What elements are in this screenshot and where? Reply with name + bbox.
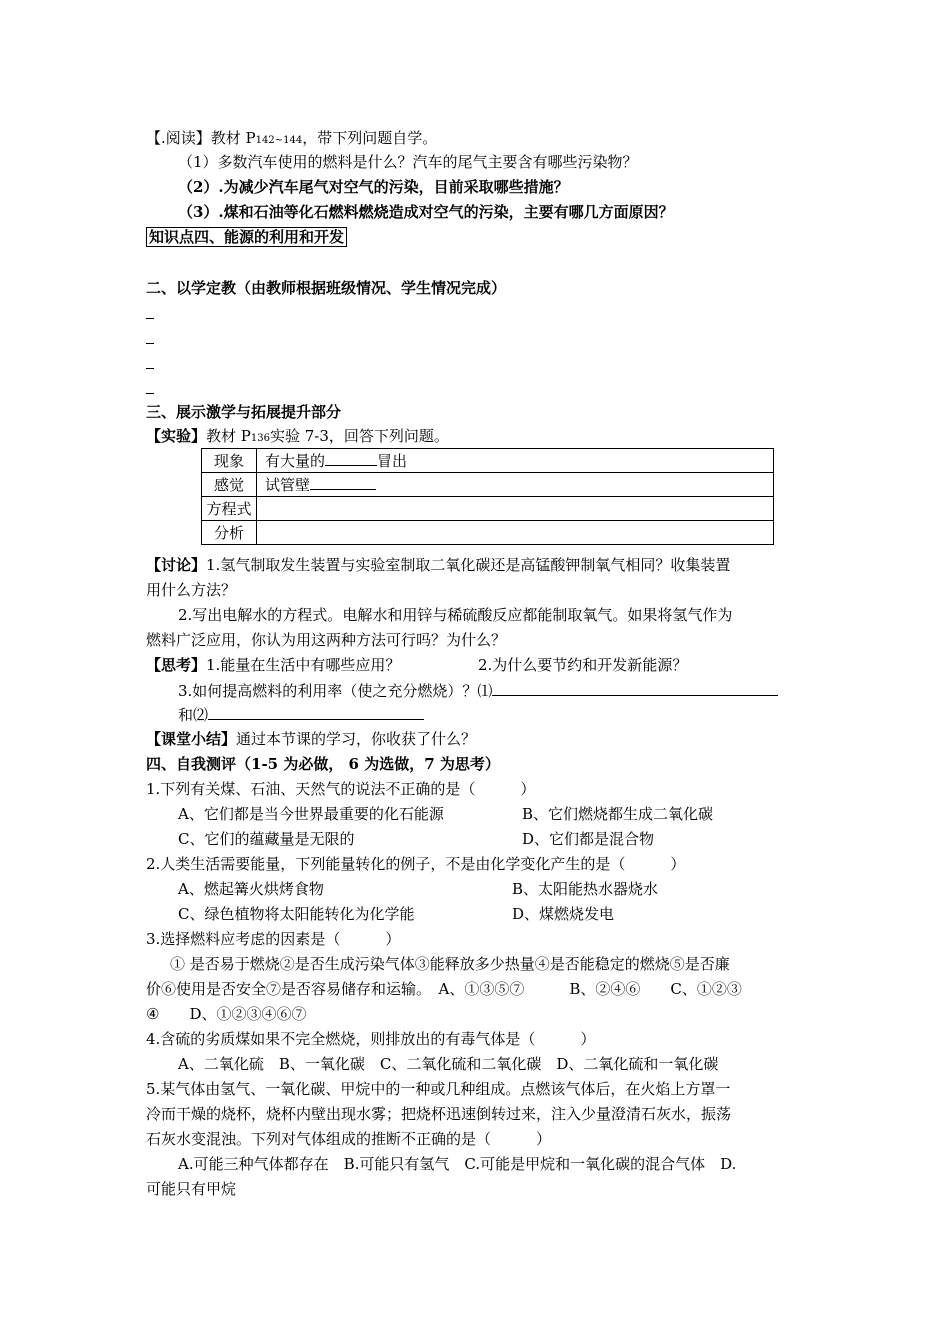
quiz-question-4: 4.含硫的劣质煤如果不完全燃烧，则排放出的有毒气体是（ ） (146, 1030, 596, 1048)
quiz-q2-option-a: A、燃起篝火烘烤食物 (178, 880, 324, 898)
row-value-feeling: 试管壁 (257, 473, 774, 497)
table-row (202, 473, 774, 497)
quiz-q3-line-1: ① 是否易于燃烧②是否生成污染气体③能释放多少热量④是否能稳定的燃烧⑤是否廉 (170, 955, 730, 973)
discuss-line-4: 燃料广泛应用，你认为用这两种方法可行吗？为什么？ (146, 631, 507, 649)
section-2-title: 二、以学定教（由教师根据班级情况、学生情况完成） (146, 279, 507, 297)
experiment-intro (146, 426, 449, 449)
row-label-feeling: 感觉 (202, 473, 257, 497)
table-row (202, 521, 774, 545)
blank-line-4 (146, 378, 154, 399)
quiz-question-3: 3.选择燃料应考虑的因素是（ ） (146, 930, 401, 948)
row-value-phenomenon: 有大量的 冒出 (257, 449, 774, 473)
quiz-q5-line-5: 可能只有甲烷 (146, 1180, 237, 1198)
quiz-q1-option-d: D、它们都是混合物 (522, 830, 655, 848)
blank-line-1 (146, 303, 154, 324)
experiment-text-a: 教材 P (206, 427, 251, 445)
row-value-analysis[interactable] (257, 521, 774, 545)
row-label-equation: 方程式 (202, 497, 257, 521)
think-question-3b: 和⑵ (178, 704, 424, 725)
reading-question-1: （1）多数汽车使用的燃料是什么？汽车的尾气主要含有哪些污染物？ (178, 153, 638, 171)
discuss-line-3: 2.写出电解水的方程式。电解水和用锌与稀硫酸反应都能制取氧气。如果将氢气作为 (178, 606, 733, 624)
quiz-q1-option-a: A、它们都是当今世界最重要的化石能源 (178, 805, 444, 823)
knowledge-point-heading (146, 227, 347, 247)
answer-blank-2[interactable] (208, 704, 424, 720)
reading-tail: ，带下列问题自学。 (302, 129, 438, 147)
quiz-q5-line-1: 5.某气体由氢气、一氧化碳、甲烷中的一种或几种组成。点燃该气体后，在火焰上方罩一 (146, 1080, 731, 1098)
row-label-analysis: 分析 (202, 521, 257, 545)
reading-question-3: （3）.煤和石油等化石燃料燃烧造成对空气的污染，主要有哪几方面原因？ (178, 203, 674, 221)
quiz-q5-line-3: 石灰水变混浊。下列对气体组成的推断不正确的是（ ） (146, 1130, 552, 1148)
reading-pages: 142~144 (255, 135, 303, 146)
think-question-2: 2.为什么要节约和开发新能源？ (478, 656, 688, 674)
quiz-q5-line-4: A.可能三种气体都存在 B.可能只有氢气 C.可能是甲烷和一氧化碳的混合气体 D. (178, 1155, 737, 1173)
quiz-q2-option-b: B、太阳能热水器烧水 (512, 880, 659, 898)
summary-line: 【课堂小结】通过本节课的学习，你收获了什么？ (146, 730, 477, 748)
quiz-q2-option-d: D、煤燃烧发电 (512, 905, 615, 923)
blank-line-2 (146, 328, 154, 349)
fill-blank-feeling[interactable] (310, 474, 376, 490)
section-4-title: 四、自我测评（1-5 为必做， 6 为选做，7 为思考） (146, 755, 500, 773)
quiz-q5-line-2: 冷而干燥的烧杯，烧杯内壁出现水雾；把烧杯迅速倒转过来，注入少量澄清石灰水，振荡 (146, 1105, 732, 1123)
experiment-lead: 【实验】 (146, 427, 207, 445)
quiz-q1-option-b: B、它们燃烧都生成二氧化碳 (522, 805, 714, 823)
reading-lead: 【.阅读】教材 P (146, 129, 256, 147)
experiment-table (201, 448, 774, 545)
table-row (202, 497, 774, 521)
knowledge-point-text: 知识点四、能源的利用和开发 (146, 227, 347, 247)
blank-line-3 (146, 353, 154, 374)
row-label-phenomenon: 现象 (202, 449, 257, 473)
section-3-title: 三、展示激学与拓展提升部分 (146, 403, 342, 421)
table-row (202, 449, 774, 473)
experiment-page: 136 (250, 433, 270, 444)
quiz-q3-line-2: 价⑥使用是否安全⑦是否容易储存和运输。 A、①③⑤⑦ B、②④⑥ C、①②③ (146, 980, 742, 998)
quiz-question-2: 2.人类生活需要能量，下列能量转化的例子，不是由化学变化产生的是（ ） (146, 855, 686, 873)
reading-intro (146, 128, 437, 151)
answer-blank-1[interactable] (492, 680, 778, 696)
quiz-q3-line-3: ④ D、①②③④⑥⑦ (146, 1005, 307, 1023)
discuss-line-1: 【讨论】1.氢气制取发生装置与实验室制取二氧化碳还是高锰酸钾制氧气相同？收集装置 (146, 556, 731, 574)
fill-blank-phenomenon[interactable] (325, 450, 377, 466)
quiz-q2-option-c: C、绿色植物将太阳能转化为化学能 (178, 905, 415, 923)
discuss-line-2: 用什么方法？ (146, 581, 237, 599)
quiz-question-1: 1.下列有关煤、石油、天然气的说法不正确的是（ ） (146, 780, 536, 798)
experiment-text-b: 实验 7-3，回答下列问题。 (269, 427, 449, 445)
think-line-1: 【思考】1.能量在生活中有哪些应用？ (146, 656, 401, 674)
quiz-q4-options: A、二氧化硫 B、一氧化碳 C、二氧化硫和二氧化碳 D、二氧化硫和一氧化碳 (178, 1055, 719, 1073)
think-question-3: 3.如何提高燃料的利用率（使之充分燃烧）？⑴ (178, 680, 778, 701)
reading-question-2: （2）.为减少汽车尾气对空气的污染，目前采取哪些措施？ (178, 178, 569, 196)
quiz-q1-option-c: C、它们的蕴藏量是无限的 (178, 830, 355, 848)
row-value-equation[interactable] (257, 497, 774, 521)
